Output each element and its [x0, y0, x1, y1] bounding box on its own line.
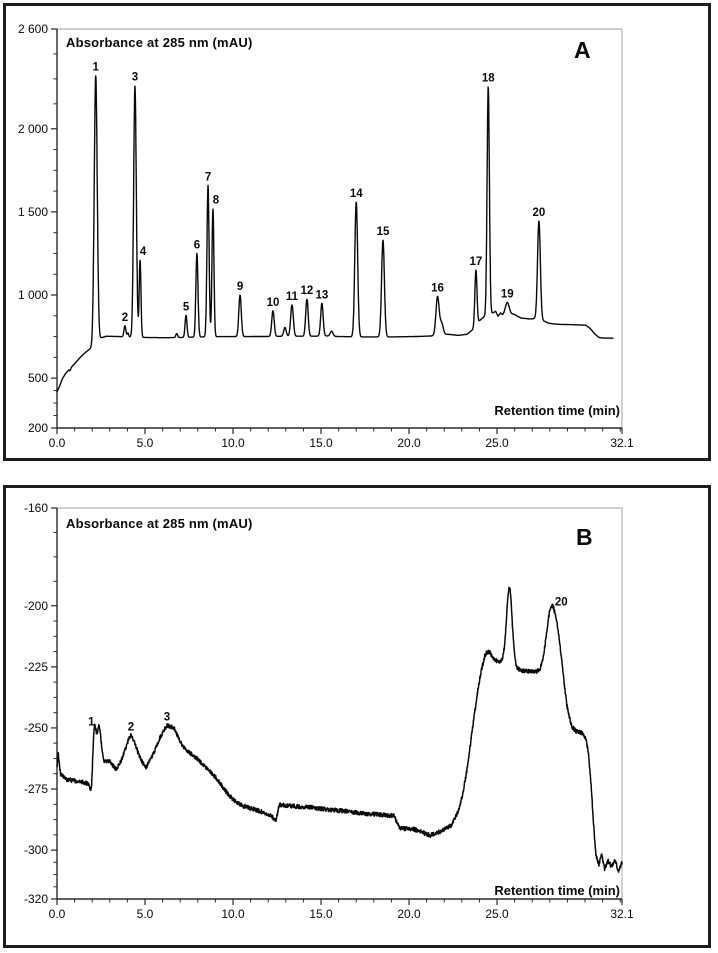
- y-tick-label-a: 2 000: [17, 121, 48, 136]
- peak-label-a-6: 6: [193, 239, 201, 252]
- x-tick-label-b: 15.0: [309, 907, 333, 921]
- x-tick-label-a: 5.0: [136, 436, 154, 450]
- peak-label-b-2: 2: [127, 721, 135, 734]
- trace-b: [57, 587, 622, 872]
- peak-label-a-11: 11: [285, 290, 299, 303]
- peak-label-b-20: 20: [554, 596, 568, 609]
- y-tick-label-b: -275: [23, 782, 48, 797]
- y-tick-label-a: 200: [27, 421, 48, 435]
- x-tick-label-b: 0.0: [48, 907, 66, 921]
- peak-label-a-2: 2: [121, 311, 129, 324]
- peak-label-a-19: 19: [500, 288, 514, 301]
- peak-label-a-8: 8: [212, 194, 220, 207]
- x-tick-label-a: 20.0: [397, 436, 421, 450]
- y-tick-label-a: 500: [27, 371, 48, 386]
- peak-label-a-9: 9: [236, 281, 244, 293]
- peak-label-a-7: 7: [204, 171, 212, 184]
- peak-label-a-14: 14: [349, 187, 363, 200]
- peak-label-a-18: 18: [481, 72, 495, 85]
- y-tick-label-b: -250: [23, 720, 48, 735]
- x-tick-label-a: 15.0: [309, 436, 333, 450]
- axis-spines-a: [57, 29, 622, 428]
- y-tick-label-a: 1 500: [17, 204, 48, 219]
- peak-label-b-3: 3: [163, 711, 171, 724]
- panel-a-x-axis-label: Retention time (min): [494, 403, 620, 418]
- panel-b-x-axis-label: Retention time (min): [494, 883, 620, 898]
- panel-a-y-axis-title: Absorbance at 285 nm (mAU): [66, 35, 253, 50]
- y-tick-label-b: -200: [23, 598, 48, 613]
- plot-frame-a: [57, 29, 622, 428]
- y-tick-label-b: -300: [23, 843, 48, 858]
- x-tick-label-b: 32.1: [610, 907, 634, 921]
- x-tick-label-b: 25.0: [485, 907, 509, 921]
- peak-label-a-4: 4: [139, 246, 147, 259]
- x-tick-label-a: 0.0: [48, 436, 66, 450]
- peak-label-a-12: 12: [300, 285, 314, 298]
- peak-label-a-13: 13: [315, 289, 329, 302]
- panel-b-letter: B: [576, 524, 593, 550]
- y-tick-label-a: 2 600: [17, 22, 48, 36]
- y-tick-label-b: -320: [23, 892, 48, 906]
- peak-label-a-15: 15: [376, 226, 390, 239]
- panel-a-letter: A: [574, 37, 591, 63]
- x-tick-label-a: 32.1: [610, 436, 634, 450]
- y-tick-label-b: -160: [23, 501, 48, 515]
- peak-label-a-5: 5: [182, 301, 190, 314]
- panel-b-y-axis-title: Absorbance at 285 nm (mAU): [66, 516, 253, 531]
- axis-spines-b: [57, 508, 622, 899]
- peak-label-a-10: 10: [266, 296, 280, 309]
- trace-a: [57, 76, 613, 392]
- x-tick-label-b: 10.0: [221, 907, 245, 921]
- peak-label-a-1: 1: [92, 61, 99, 74]
- x-tick-label-a: 10.0: [221, 436, 245, 450]
- y-tick-label-b: -225: [23, 659, 48, 674]
- x-tick-label-b: 5.0: [136, 907, 154, 921]
- peak-label-a-17: 17: [469, 256, 483, 269]
- peak-label-a-16: 16: [431, 282, 444, 295]
- peak-label-b-1: 1: [88, 716, 95, 729]
- y-tick-label-a: 1 000: [17, 288, 48, 302]
- plot-frame-b: [57, 508, 622, 899]
- x-tick-label-a: 25.0: [485, 436, 509, 450]
- peak-label-a-3: 3: [131, 71, 139, 84]
- peak-label-a-20: 20: [532, 207, 546, 220]
- x-tick-label-b: 20.0: [397, 907, 421, 921]
